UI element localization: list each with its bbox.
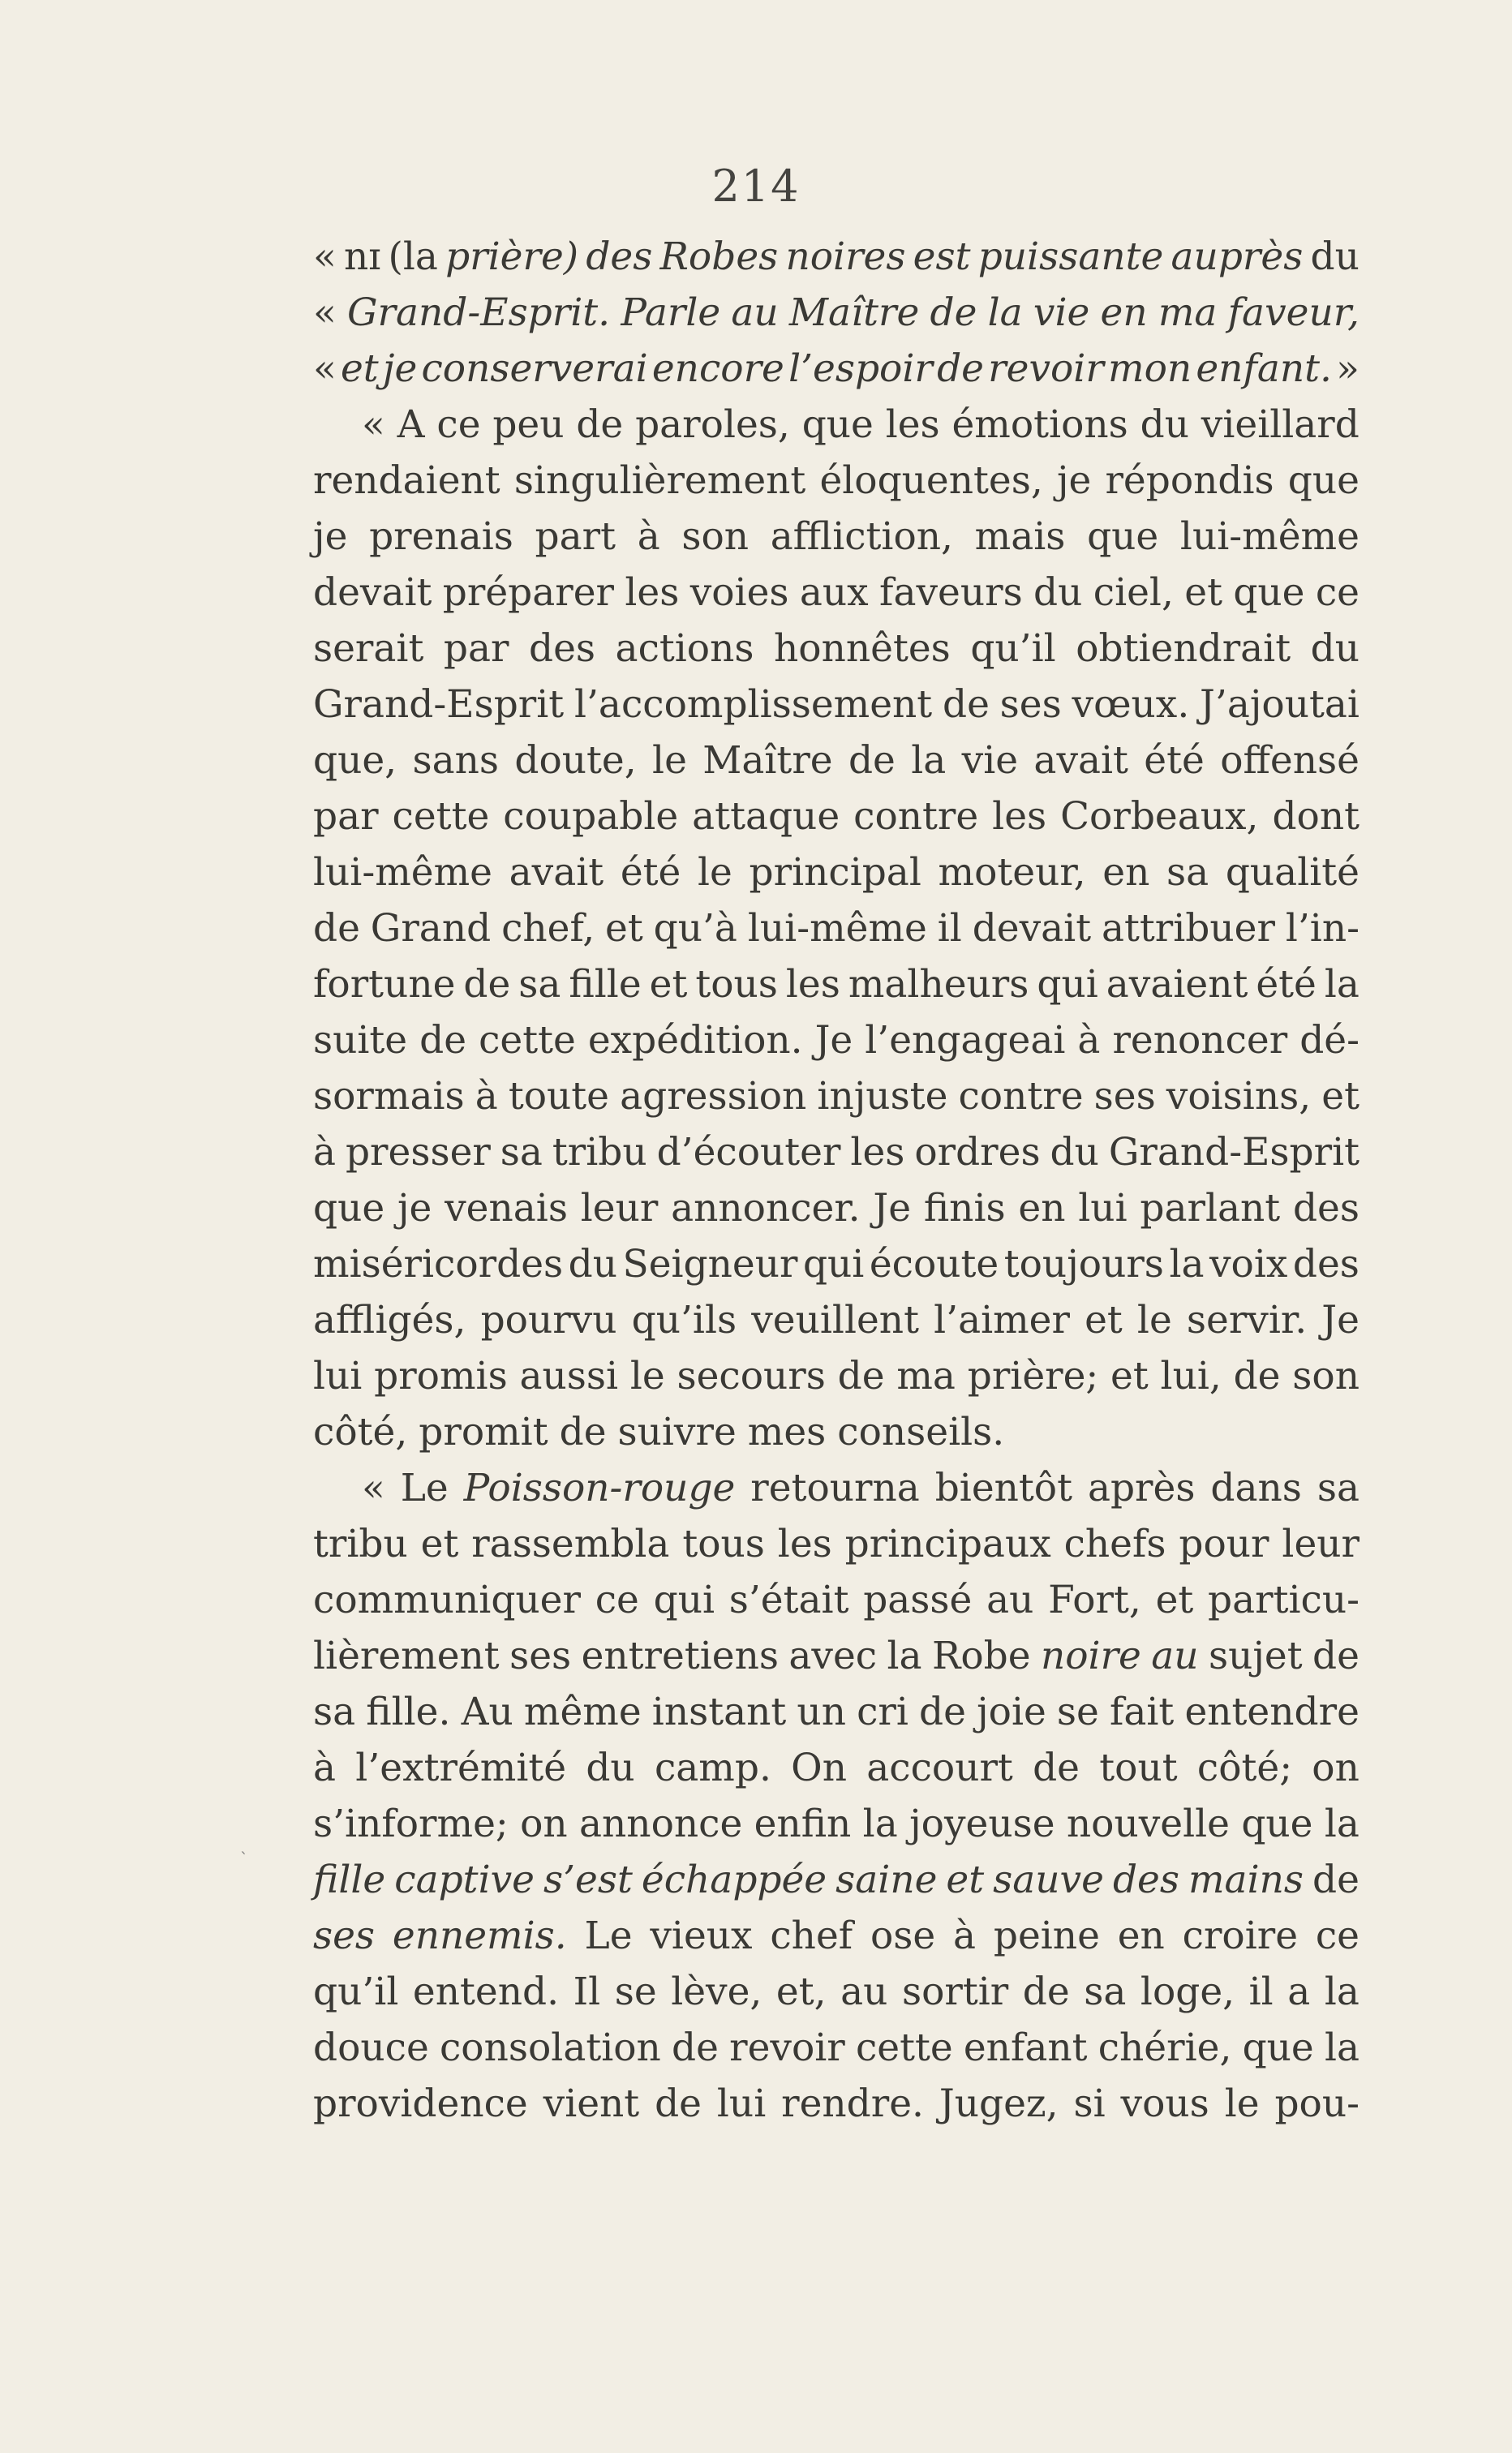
text-line: que je venais leur annoncer. Je finis en lui parlant des xyxy=(313,1186,1360,1231)
text-line: côté, promit de suivre mes conseils. xyxy=(313,1410,1005,1454)
body-text xyxy=(313,229,1360,2132)
text-line: fortune de sa fille et tous les malheurs qui avaient été la xyxy=(313,962,1360,1007)
text-line: rendaient singulièrement éloquentes, je répondis que xyxy=(313,458,1360,503)
text-line: lui-même avait été le principal moteur, en sa qualité xyxy=(313,850,1360,895)
text-line: qu’il entend. Il se lève, et, au sortir de sa loge, il a la xyxy=(313,1970,1360,2014)
text-line: de Grand chef, et qu’à lui-même il devait attribuer l’in- xyxy=(313,906,1360,951)
text-line: « A ce peu de paroles, que les émotions du vieillard xyxy=(362,402,1360,447)
text-line: douce consolation de revoir cette enfant chérie, que la xyxy=(313,2026,1360,2070)
text-line: sa fille. Au même instant un cri de joie se fait entendre xyxy=(313,1690,1360,1734)
text-line: « Le Poisson-rouge retourna bientôt après dans sa xyxy=(362,1466,1360,1510)
text-line: affligés, pourvu qu’ils veuillent l’aimer et le servir. Je xyxy=(313,1298,1360,1342)
text-line: que, sans doute, le Maître de la vie avait été offensé xyxy=(313,738,1360,783)
text-line: lièrement ses entretiens avec la Robe noire au sujet de xyxy=(313,1634,1360,1678)
text-line: serait par des actions honnêtes qu’il obtiendrait du xyxy=(313,626,1360,671)
text-line: lui promis aussi le secours de ma prière; et lui, de son xyxy=(313,1354,1360,1398)
page-number: 214 xyxy=(711,161,801,212)
text-line: s’informe; on annonce enfin la joyeuse nouvelle que la xyxy=(313,1802,1360,1846)
text-line: tribu et rassembla tous les principaux chefs pour leur xyxy=(313,1522,1360,1566)
text-line: providence vient de lui rendre. Jugez, si vous le pou- xyxy=(313,2081,1360,2126)
text-line: « Grand-Esprit. Parle au Maître de la vie en ma faveur, xyxy=(313,290,1360,335)
text-line: communiquer ce qui s’était passé au Fort, et particu- xyxy=(313,1578,1360,1622)
text-line: suite de cette expédition. Je l’engageai à renoncer dé- xyxy=(313,1018,1360,1063)
text-line: Grand-Esprit l’accomplissement de ses vœux. J’ajoutai xyxy=(313,682,1360,727)
text-line: « nɪ (la prière) des Robes noires est puissante auprès du xyxy=(313,234,1360,279)
text-line: à presser sa tribu d’écouter les ordres du Grand-Esprit xyxy=(313,1130,1360,1175)
text-line: ses ennemis. Le vieux chef ose à peine en croire ce xyxy=(313,1914,1360,1958)
text-line: miséricordes du Seigneur qui écoute toujours la voix des xyxy=(313,1242,1360,1287)
text-line: je prenais part à son affliction, mais que lui-même xyxy=(313,514,1360,559)
text-line: « et je conserverai encore l’espoir de revoir mon enfant. » xyxy=(313,346,1360,391)
text-line: par cette coupable attaque contre les Corbeaux, dont xyxy=(313,794,1360,839)
paper-speck: ` xyxy=(240,1849,248,1868)
text-line: sormais à toute agression injuste contre ses voisins, et xyxy=(313,1074,1360,1119)
text-line: à l’extrémité du camp. On accourt de tout côté; on xyxy=(313,1746,1360,1790)
text-line: fille captive s’est échappée saine et sauve des mains de xyxy=(313,1858,1360,1902)
text-line: devait préparer les voies aux faveurs du ciel, et que ce xyxy=(313,570,1360,615)
